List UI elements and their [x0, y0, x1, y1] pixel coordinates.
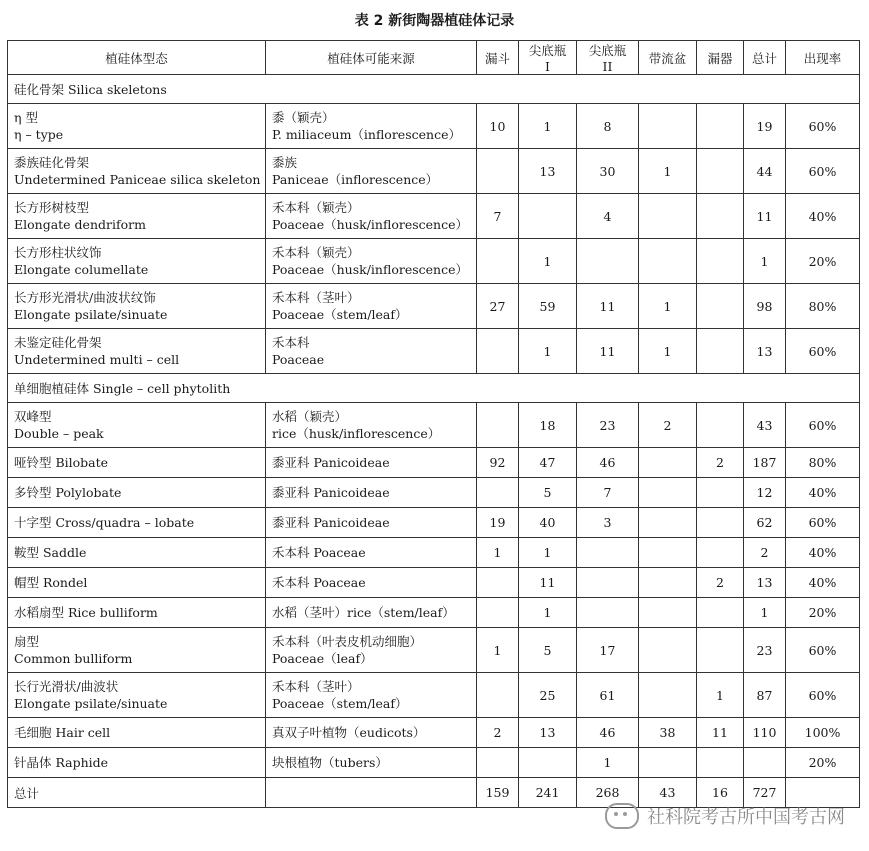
possible-source-line: 黍亚科 Panicoideae	[272, 485, 390, 500]
section-title: 硅化骨架 Silica skeletons	[8, 75, 860, 104]
value-cell: 60%	[786, 149, 860, 194]
phytolith-type-line: Elongate dendriform	[14, 217, 146, 232]
value-cell: 4	[577, 194, 639, 239]
value-cell	[744, 748, 786, 778]
phytolith-type-line: 长方形树枝型	[14, 200, 90, 215]
phytolith-type	[8, 508, 266, 538]
value-cell: 110	[744, 718, 786, 748]
phytolith-type-line: 针晶体 Raphide	[14, 755, 109, 770]
possible-source-line: Poaceae（stem/leaf）	[272, 696, 408, 711]
phytolith-type-line: 水稻扇型 Rice bulliform	[14, 605, 158, 620]
value-cell	[639, 104, 697, 149]
value-cell: 62	[744, 508, 786, 538]
value-cell	[639, 628, 697, 673]
phytolith-type-line: 鞍型 Saddle	[14, 545, 87, 560]
value-cell: 11	[697, 718, 744, 748]
phytolith-type	[8, 478, 266, 508]
phytolith-type-line: 扇型	[14, 634, 40, 649]
value-cell: 13	[744, 568, 786, 598]
value-cell: 1	[519, 598, 577, 628]
possible-source-line: 禾本科	[272, 335, 310, 350]
value-cell: 20%	[786, 239, 860, 284]
table-row	[8, 508, 860, 538]
value-cell: 60%	[786, 104, 860, 149]
table-body	[8, 75, 860, 808]
value-cell	[639, 598, 697, 628]
value-cell	[477, 478, 519, 508]
value-cell	[477, 598, 519, 628]
table-row	[8, 284, 860, 329]
possible-source-line: rice（husk/inflorescence）	[272, 426, 441, 441]
phytolith-type-line: 未鉴定硅化骨架	[14, 335, 102, 350]
possible-source-line: 真双子叶植物（eudicots）	[272, 725, 426, 740]
value-cell	[697, 329, 744, 374]
table-row	[8, 149, 860, 194]
value-cell: 60%	[786, 329, 860, 374]
value-cell	[697, 598, 744, 628]
table-row	[8, 448, 860, 478]
phytolith-type	[8, 104, 266, 149]
table-caption: 表 2 新街陶器植硅体记录	[354, 13, 515, 29]
column-header: 植硅体可能来源	[266, 41, 477, 75]
value-cell: 1	[519, 239, 577, 284]
possible-source-line: Poaceae（husk/inflorescence）	[272, 262, 468, 277]
value-cell: 5	[519, 478, 577, 508]
value-cell: 61	[577, 673, 639, 718]
table-row	[8, 478, 860, 508]
value-cell: 3	[577, 508, 639, 538]
value-cell: 80%	[786, 284, 860, 329]
value-cell: 13	[744, 329, 786, 374]
possible-source	[266, 329, 477, 374]
value-cell: 1	[477, 628, 519, 673]
phytolith-type-line: Common bulliform	[14, 651, 133, 666]
value-cell: 2	[697, 568, 744, 598]
value-cell	[697, 104, 744, 149]
value-cell: 17	[577, 628, 639, 673]
table-row	[8, 403, 860, 448]
phytolith-type-line: Undetermined multi – cell	[14, 352, 180, 367]
value-cell	[639, 673, 697, 718]
value-cell: 98	[744, 284, 786, 329]
value-cell: 1	[519, 104, 577, 149]
possible-source-line: 水稻（颖壳）	[272, 409, 348, 424]
value-cell	[697, 748, 744, 778]
value-cell: 1	[577, 748, 639, 778]
value-cell	[639, 239, 697, 284]
value-cell	[697, 508, 744, 538]
value-cell: 23	[744, 628, 786, 673]
value-cell: 40%	[786, 568, 860, 598]
table-row	[8, 748, 860, 778]
possible-source	[266, 628, 477, 673]
possible-source	[266, 149, 477, 194]
value-cell: 60%	[786, 673, 860, 718]
value-cell	[477, 403, 519, 448]
value-cell: 19	[744, 104, 786, 149]
possible-source-line: 黍族	[272, 155, 298, 170]
possible-source-line: Poaceae	[272, 352, 325, 367]
possible-source	[266, 598, 477, 628]
total-value: 16	[697, 778, 744, 808]
total-value: 241	[519, 778, 577, 808]
value-cell: 40%	[786, 538, 860, 568]
value-cell: 40%	[786, 478, 860, 508]
table-header	[8, 41, 860, 75]
phytolith-type-line: Undetermined Paniceae silica skeleton	[14, 172, 261, 187]
value-cell: 27	[477, 284, 519, 329]
value-cell: 187	[744, 448, 786, 478]
phytolith-type-line: 十字型 Cross/quadra – lobate	[14, 515, 195, 530]
possible-source	[266, 718, 477, 748]
phytolith-type-line: 多铃型 Polylobate	[14, 485, 122, 500]
phytolith-type-line: Elongate psilate/sinuate	[14, 307, 168, 322]
phytolith-type	[8, 149, 266, 194]
section-row	[8, 374, 860, 403]
value-cell: 80%	[786, 448, 860, 478]
value-cell: 11	[519, 568, 577, 598]
wechat-icon	[605, 803, 639, 829]
possible-source	[266, 568, 477, 598]
column-header: 植硅体型态	[8, 41, 266, 75]
phytolith-type-line: 哑铃型 Bilobate	[14, 455, 109, 470]
value-cell	[577, 598, 639, 628]
phytolith-table	[7, 40, 860, 808]
value-cell	[477, 239, 519, 284]
table-row	[8, 538, 860, 568]
value-cell: 25	[519, 673, 577, 718]
column-header: 出现率	[786, 41, 860, 75]
possible-source-line: 禾本科 Poaceae	[272, 545, 366, 560]
possible-source-line: 禾本科（茎叶）	[272, 679, 360, 694]
value-cell	[577, 568, 639, 598]
value-cell	[477, 748, 519, 778]
value-cell: 43	[744, 403, 786, 448]
section-title: 单细胞植硅体 Single – cell phytolith	[8, 374, 860, 403]
value-cell: 18	[519, 403, 577, 448]
possible-source	[266, 508, 477, 538]
value-cell: 13	[519, 718, 577, 748]
value-cell: 30	[577, 149, 639, 194]
value-cell: 60%	[786, 628, 860, 673]
possible-source-line: P. miliaceum（inflorescence）	[272, 127, 461, 142]
section-row	[8, 75, 860, 104]
phytolith-type-line: Elongate columellate	[14, 262, 149, 277]
phytolith-type-line: Elongate psilate/sinuate	[14, 696, 168, 711]
column-header: 漏斗	[477, 41, 519, 75]
value-cell	[697, 149, 744, 194]
value-cell	[697, 403, 744, 448]
phytolith-type-line: 毛细胞 Hair cell	[14, 725, 111, 740]
value-cell: 2	[744, 538, 786, 568]
value-cell: 1	[744, 598, 786, 628]
possible-source-line: 水稻（茎叶）rice（stem/leaf）	[272, 605, 455, 620]
value-cell	[639, 448, 697, 478]
column-header: 总计	[744, 41, 786, 75]
possible-source	[266, 673, 477, 718]
value-cell: 1	[697, 673, 744, 718]
phytolith-type-line: 长方形光滑状/曲波状纹饰	[14, 290, 156, 305]
table-row	[8, 598, 860, 628]
value-cell: 38	[639, 718, 697, 748]
value-cell: 11	[577, 329, 639, 374]
possible-source-line: 黍亚科 Panicoideae	[272, 515, 390, 530]
value-cell: 59	[519, 284, 577, 329]
value-cell	[697, 284, 744, 329]
value-cell: 40%	[786, 194, 860, 239]
table-row	[8, 329, 860, 374]
column-header: 漏器	[697, 41, 744, 75]
total-source	[266, 778, 477, 808]
possible-source	[266, 538, 477, 568]
possible-source-line: 禾本科（茎叶）	[272, 290, 360, 305]
value-cell: 87	[744, 673, 786, 718]
value-cell	[697, 239, 744, 284]
phytolith-type	[8, 598, 266, 628]
phytolith-type	[8, 628, 266, 673]
total-value: 43	[639, 778, 697, 808]
value-cell: 46	[577, 718, 639, 748]
value-cell	[577, 239, 639, 284]
value-cell	[639, 478, 697, 508]
value-cell	[639, 748, 697, 778]
possible-source-line: 禾本科（颖壳）	[272, 200, 360, 215]
table-row	[8, 194, 860, 239]
value-cell: 23	[577, 403, 639, 448]
value-cell	[697, 478, 744, 508]
value-cell: 1	[519, 329, 577, 374]
value-cell: 40	[519, 508, 577, 538]
possible-source	[266, 448, 477, 478]
value-cell: 100%	[786, 718, 860, 748]
column-header: 带流盆	[639, 41, 697, 75]
value-cell: 44	[744, 149, 786, 194]
phytolith-type-line: Double – peak	[14, 426, 104, 441]
table-row	[8, 239, 860, 284]
possible-source-line: 块根植物（tubers）	[272, 755, 388, 770]
possible-source-line: 禾本科（叶表皮机动细胞）	[272, 634, 423, 649]
value-cell: 60%	[786, 403, 860, 448]
value-cell: 1	[477, 538, 519, 568]
phytolith-type	[8, 194, 266, 239]
possible-source	[266, 239, 477, 284]
value-cell: 11	[577, 284, 639, 329]
value-cell: 13	[519, 149, 577, 194]
phytolith-type-line: 双峰型	[14, 409, 52, 424]
value-cell	[639, 508, 697, 538]
value-cell: 20%	[786, 748, 860, 778]
possible-source	[266, 194, 477, 239]
value-cell	[519, 748, 577, 778]
value-cell	[697, 194, 744, 239]
value-cell: 2	[477, 718, 519, 748]
phytolith-type-line: 帽型 Rondel	[14, 575, 88, 590]
watermark	[605, 803, 845, 829]
total-label: 总计	[8, 778, 266, 808]
value-cell	[519, 194, 577, 239]
phytolith-type	[8, 329, 266, 374]
value-cell: 19	[477, 508, 519, 538]
value-cell: 7	[577, 478, 639, 508]
possible-source-line: Paniceae（inflorescence）	[272, 172, 439, 187]
possible-source	[266, 284, 477, 329]
possible-source-line: 禾本科（颖壳）	[272, 245, 360, 260]
phytolith-type	[8, 673, 266, 718]
value-cell	[639, 568, 697, 598]
value-cell	[477, 568, 519, 598]
total-value: 727	[744, 778, 786, 808]
phytolith-type	[8, 748, 266, 778]
phytolith-type	[8, 718, 266, 748]
possible-source-line: Poaceae（stem/leaf）	[272, 307, 408, 322]
possible-source	[266, 748, 477, 778]
value-cell: 11	[744, 194, 786, 239]
value-cell	[697, 628, 744, 673]
table-row	[8, 568, 860, 598]
value-cell: 10	[477, 104, 519, 149]
possible-source	[266, 478, 477, 508]
phytolith-type-line: η 型	[14, 110, 38, 125]
value-cell: 2	[639, 403, 697, 448]
possible-source-line: 禾本科 Poaceae	[272, 575, 366, 590]
value-cell	[477, 673, 519, 718]
value-cell	[477, 329, 519, 374]
table-row	[8, 718, 860, 748]
value-cell	[577, 538, 639, 568]
phytolith-type-line: 长方形柱状纹饰	[14, 245, 102, 260]
value-cell: 60%	[786, 508, 860, 538]
value-cell: 8	[577, 104, 639, 149]
value-cell: 46	[577, 448, 639, 478]
value-cell	[639, 194, 697, 239]
phytolith-type	[8, 538, 266, 568]
possible-source-line: 黍亚科 Panicoideae	[272, 455, 390, 470]
possible-source	[266, 104, 477, 149]
column-header: 尖底瓶 II	[577, 41, 639, 75]
value-cell: 1	[519, 538, 577, 568]
table-row	[8, 673, 860, 718]
phytolith-type-line: η – type	[14, 127, 64, 142]
possible-source-line: 黍（颖壳）	[272, 110, 335, 125]
phytolith-type	[8, 448, 266, 478]
phytolith-type-line: 长行光滑状/曲波状	[14, 679, 119, 694]
table-row	[8, 104, 860, 149]
value-cell: 1	[744, 239, 786, 284]
value-cell	[697, 538, 744, 568]
value-cell: 5	[519, 628, 577, 673]
value-cell: 7	[477, 194, 519, 239]
total-value: 159	[477, 778, 519, 808]
possible-source-line: Poaceae（husk/inflorescence）	[272, 217, 468, 232]
value-cell: 2	[697, 448, 744, 478]
phytolith-type	[8, 403, 266, 448]
total-value: 268	[577, 778, 639, 808]
phytolith-type	[8, 284, 266, 329]
value-cell: 12	[744, 478, 786, 508]
watermark-text: 社科院考古所中国考古网	[647, 807, 845, 828]
phytolith-type	[8, 568, 266, 598]
column-header: 尖底瓶 I	[519, 41, 577, 75]
table-row	[8, 628, 860, 673]
value-cell: 20%	[786, 598, 860, 628]
value-cell: 1	[639, 329, 697, 374]
phytolith-type-line: 黍族硅化骨架	[14, 155, 90, 170]
value-cell: 1	[639, 284, 697, 329]
phytolith-type	[8, 239, 266, 284]
value-cell: 47	[519, 448, 577, 478]
value-cell	[477, 149, 519, 194]
value-cell	[639, 538, 697, 568]
possible-source-line: Poaceae（leaf）	[272, 651, 373, 666]
value-cell: 92	[477, 448, 519, 478]
value-cell: 1	[639, 149, 697, 194]
possible-source	[266, 403, 477, 448]
